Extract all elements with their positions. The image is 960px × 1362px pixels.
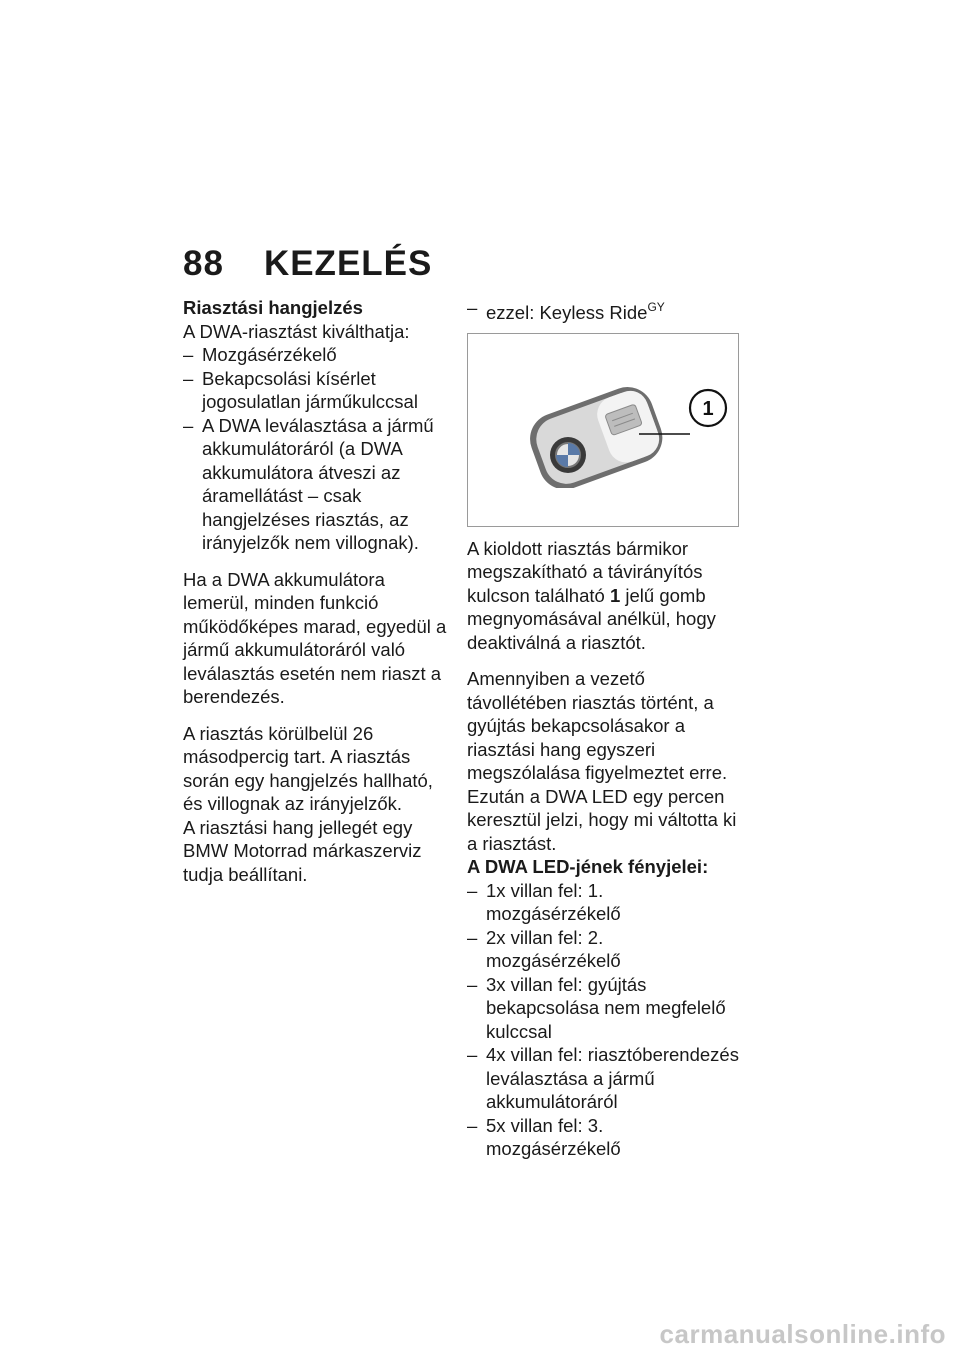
paragraph: Amennyiben a vezető távollétében riasztás történt, a gyújtás bekapcsolásakor a riasztási hang egyszeri megszólalása figyelmeztet erre. Ezután a DWA LED egy percen keresztül jelzi, hogy mi váltotta ki a riasztást. xyxy=(467,668,737,854)
intro-text: A DWA-riasztást kiválthatja: xyxy=(183,320,410,342)
equipment-label: ezzel: Keyless Ride xyxy=(486,302,648,323)
left-column xyxy=(183,296,451,899)
list-item: – 4x villan fel: riasztóberendezés leválasztása a jármű akkumulátoráról xyxy=(467,1043,739,1114)
right-column xyxy=(467,296,739,1174)
led-heading: A DWA LED-jének fényjelei: xyxy=(467,856,709,877)
led-signal-list xyxy=(467,879,739,1161)
page-number: 88 xyxy=(183,244,224,283)
page-header xyxy=(183,244,432,284)
list-item: – Mozgásérzékelő xyxy=(183,343,451,367)
text-run: A kioldott riasztás bármikor megszakítható a távirányítós kulcson található xyxy=(467,537,703,606)
paragraph: Ha a DWA akkumulátora lemerül, minden funkció működőképes marad, egyedül a jármű akkumulátoráról való leválasztás esetén nem riaszt a berendezés. xyxy=(183,568,447,707)
paragraph: A riasztási hang jellegét egy BMW Motorrad márkaszerviz tudja beállítani. xyxy=(183,816,422,885)
keyfob-figure xyxy=(467,333,739,527)
text-run: jelű gomb megnyomásával anélkül, hogy deaktiválná a riasztót. xyxy=(467,584,716,653)
callout-marker xyxy=(686,386,730,430)
list-item: – 3x villan fel: gyújtás bekapcsolása nem megfelelő kulccsal xyxy=(467,973,739,1044)
key-reference: 1 xyxy=(609,584,621,606)
paragraph xyxy=(467,537,739,655)
list-item: – A DWA leválasztása a jármű akkumulátoráról (a DWA akkumulátora átveszi az áramellátást – csak hangjelzéses riasztás, az irányjelzők nem villognak). xyxy=(183,414,451,555)
section-heading: Riasztási hangjelzés xyxy=(183,297,363,318)
list-item: – 1x villan fel: 1. mozgásérzékelő xyxy=(467,879,739,926)
list-item: – 2x villan fel: 2. mozgásérzékelő xyxy=(467,926,739,973)
section-title: KEZELÉS xyxy=(263,244,433,283)
list-item xyxy=(467,296,739,325)
list-item: – 5x villan fel: 3. mozgásérzékelő xyxy=(467,1114,739,1161)
paragraph: A riasztás körülbelül 26 másodpercig tart. A riasztás során egy hangjelzés hallható, és villognak az irányjelzők. xyxy=(183,722,433,814)
trigger-list xyxy=(183,343,451,555)
watermark: carmanualsonline.info xyxy=(659,1319,946,1349)
callout-number: 1 xyxy=(702,397,714,420)
list-item: – Bekapcsolási kísérlet jogosulatlan járműkulccsal xyxy=(183,367,451,414)
equipment-note xyxy=(467,296,739,325)
equipment-code: GY xyxy=(647,300,665,314)
